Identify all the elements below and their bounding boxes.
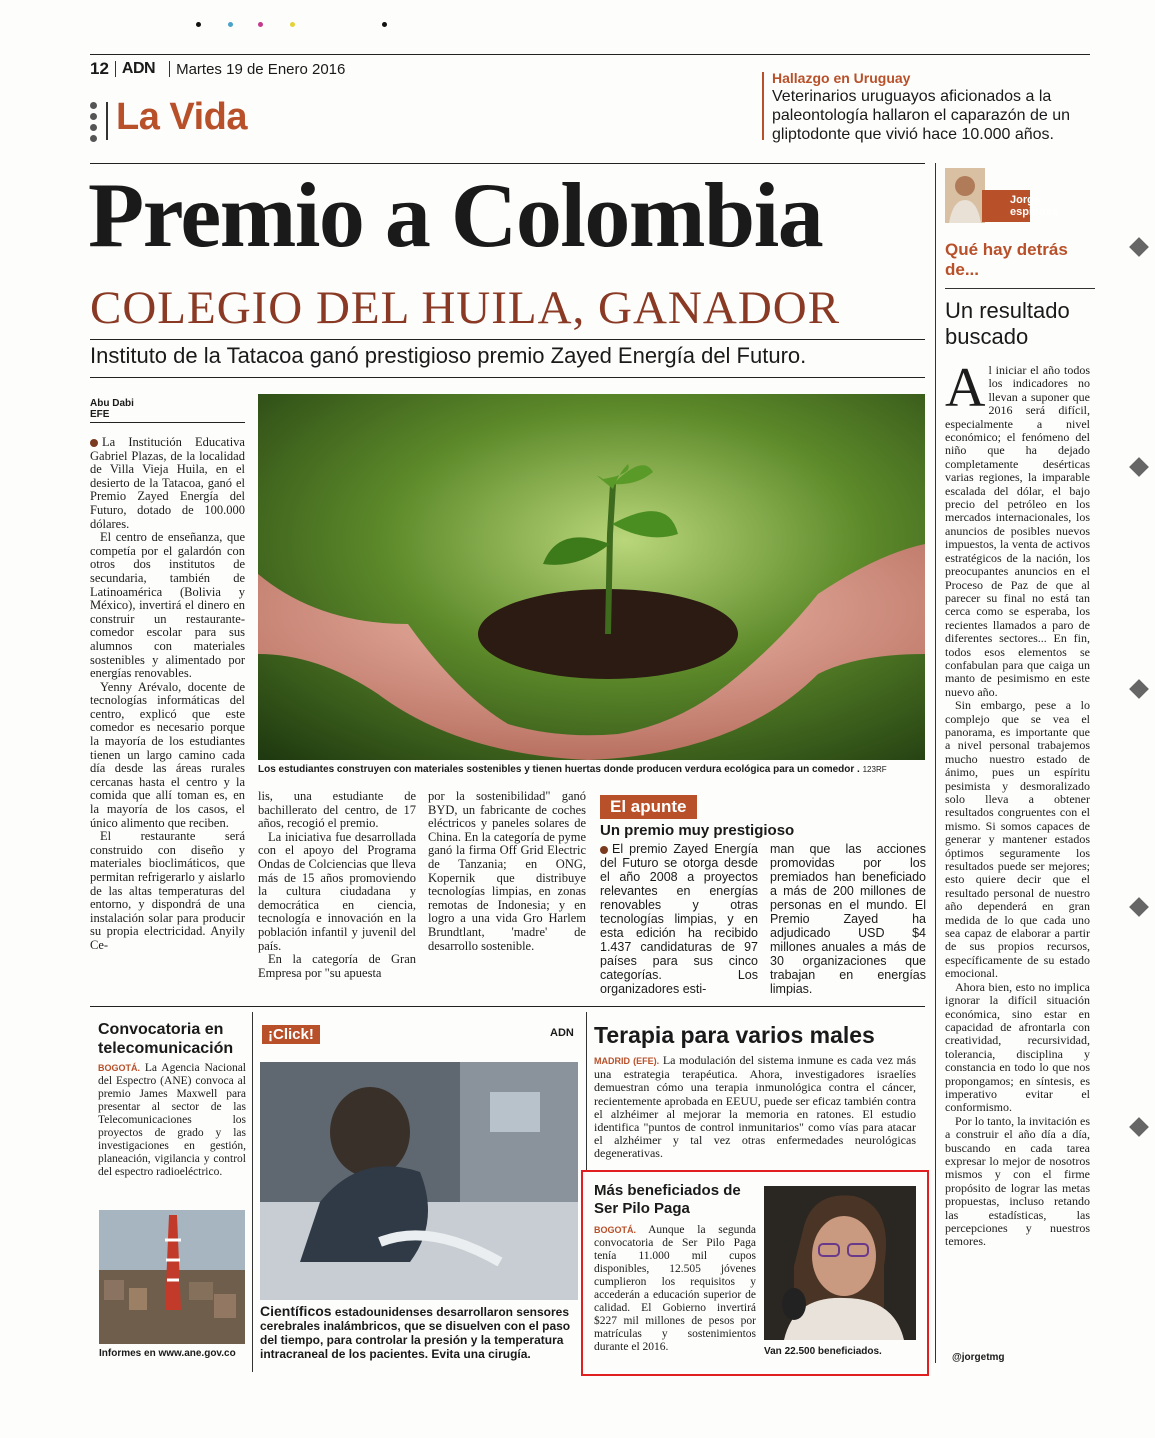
brief-text: Veterinarios uruguayos aficionados a la paleontología hallaron el caparazón de un gliptodonte que vivió hace 10.000 años. bbox=[772, 88, 1071, 143]
pilo-caption: Van 22.500 beneficiados. bbox=[764, 1346, 882, 1357]
dateline bbox=[90, 398, 134, 420]
page-number: 12 bbox=[90, 59, 109, 78]
column-section: Qué hay detrás de... bbox=[945, 240, 1068, 279]
header-top-rule bbox=[90, 54, 1090, 55]
story-column-1: La Institución Educativa Gabriel Plazas, de la localidad de Villa Vieja Huila, en el desierto de la Tatacoa, ganó el Premio Zayed Energía del Futuro, dotado de 100.000 dólares. El centro de enseñanza, que competía por el galardón con otros dos institutos de secundaria, también de Latinoamérica (Bolivia y México), invertirá el dinero en construir un restaurante-comedor escolar para sus alumnos con materiales sostenibles y alimentado por energías renovables. Yenny Arévalo, docente de tecnologías informáticas del centro, explicó que este comedor es necesario porque la mayoría de los estudiantes tienen un largo camino cada día desde las áreas rurales cercanas hasta el centro y la comida que allí toman es, en la mayoría de los casos, el único alimento que reciben. El restaurante será construido con diseño y materiales bioclimáticos, que permitan refrigerarlo y aislarlo de las altas temperaturas del entorno, y dispondrá de una instalación solar para producir su propia electricidad. Anyily Ce- bbox=[90, 435, 245, 952]
convocatoria-title: Convocatoria en telecomunicación bbox=[98, 1021, 234, 1057]
brand-logo: ADN bbox=[121, 60, 156, 77]
photo-caption: Los estudiantes construyen con materiales sostenibles y tienen huertas donde producen verdura ecológica para un comedor . 123RF bbox=[258, 764, 887, 775]
click-lead: Científicos bbox=[260, 1303, 332, 1319]
terapia-title: Terapia para varios males bbox=[594, 1022, 875, 1048]
click-text: Científicos estadounidenses desarrollaron sensores cerebrales inalámbricos, que se disuelven con el paso del tiempo, para controlar la presión y la temperatura intracraneal de los pacientes. Evita una cirugía. bbox=[260, 1303, 571, 1361]
main-subhead: COLEGIO DEL HUILA, GANADOR bbox=[90, 282, 841, 334]
click-photo-hospital bbox=[260, 1062, 578, 1300]
apunte-title: Un premio muy prestigioso bbox=[600, 822, 795, 839]
page-header bbox=[90, 58, 345, 80]
convocatoria-city: BOGOTÁ. bbox=[98, 1063, 140, 1073]
section-dots bbox=[90, 102, 98, 142]
issue-date: Martes 19 de Enero 2016 bbox=[176, 60, 346, 78]
main-deck: Instituto de la Tatacoa ganó prestigioso premio Zayed Energía del Futuro. bbox=[90, 343, 807, 368]
brief-kicker: Hallazgo en Uruguay bbox=[772, 70, 911, 86]
section-title: La Vida bbox=[116, 96, 247, 138]
pilo-city: BOGOTÁ. bbox=[594, 1225, 636, 1235]
convocatoria-text: BOGOTÁ. La Agencia Nacional del Espectro (ANE) convoca al premio James Maxwell para presentar al sector de las Telecomunicaciones los proyectos de grado y las investigaciones en gestión, planeación, vigilancia y control del espectro radioeléctrico. bbox=[98, 1062, 246, 1178]
story-column-3: por la sostenibilidad" ganó BYD, un fabricante de coches eléctricos y paneles solares de China. En la categoría de pyme ganó la firma Off Grid Electric de Tanzania; en ONG, Kopernik que distribuye tecnologías limpias, en zonas remotas de Indonesia; y en logro a una vida Gro Harlem Brundtlant, 'madre' de desarrollo sostenible. bbox=[428, 789, 586, 953]
author-photo bbox=[945, 168, 985, 223]
registration-marks bbox=[196, 22, 396, 30]
pilo-title: Más beneficiados de Ser Pilo Paga bbox=[594, 1182, 741, 1217]
apunte-label: El apunte bbox=[600, 795, 697, 819]
click-brand: ADN bbox=[550, 1027, 574, 1039]
pilo-photo-woman bbox=[764, 1186, 916, 1340]
terapia-city: MADRID (EFE). bbox=[594, 1056, 660, 1066]
bullet-icon bbox=[600, 846, 608, 854]
column-title: Un resultado buscado bbox=[945, 298, 1070, 349]
convocatoria-footer: Informes en www.ane.gov.co bbox=[99, 1348, 236, 1359]
main-photo-seedling-hands bbox=[258, 394, 925, 760]
terapia-text: MADRID (EFE). La modulación del sistema inmune es cada vez más una estrategia terapéutica. Ahora, investigadores israelíes demuestran cómo una terapia inmunológica contra el cáncer, recientemente aprobada en EEUU, puede ser eficaz también contra el alzhéimer al mejorar la memoria en ratones. El estudio identifica "puntos de control inmunitarios" como vías para atacar el alzhéimer y tal vez otras enfermedades neurológicas degenerativas. bbox=[594, 1053, 917, 1161]
bullet-icon bbox=[90, 439, 98, 447]
apunte-column-2: man que las acciones promovidas por los premiados han beneficiado a más de 200 millones de personas en el mundo. El Premio Zayed ha adjudicado USD $4 millones anuales a más de 30 organizaciones que trabajan en energías limpias. bbox=[770, 842, 926, 996]
click-label: ¡Click! bbox=[262, 1025, 320, 1044]
apunte-column-1: El premio Zayed Energía del Futuro se otorga desde el año 2008 a proyectos relevantes en energías renovables y otras tecnologías limpias, y en esta edición ha recibido 1.437 candidaturas de 97 países para sus cinco categorías. Los organizadores esti- bbox=[600, 842, 758, 996]
column-body: A l iniciar el año todos los indicadores no llevan a suponer que 2016 será difícil, especialmente a nivel económico; el fenómeno del niño que ha dejado completamente desérticas varias regiones, la imparable escalada del dólar, el bajo precio del petróleo en los mercados internacionales, los anuncios de posibles nuevos impuestos, la venta de activos estratégicos de la nación, los preocupantes anuncios en el Proceso de Paz de que al parecer su final no está tan cerca como se esperaba, los recientes llamados a paro de diferentes sectores... En fin, todos esos elementos se confabulan para que caiga un manto de pesimismo en este nuevo año. Sin embargo, pese a lo complejo que se vea el panorama, es importante que a nivel personal trabajemos mucho nuestro estado de ánimo, pues un espíritu pesimista y desmoralizado solo lleva a obtener resultados congruentes con el mismo. Si somos capaces de generar y mantener estados óptimos seguramente los resultados puede ser mejores; esto quiere decir que el resultado personal de nuestro año dependerá en gran medida de lo que cada uno sea capaz de elaborar a partir de sus propios recursos, específicamente de su estado emocional. Ahora bien, esto no implica ignorar la difícil situación económica, sino estar en capacidad de afrontarla con creatividad, recursividad, tolerancia, disciplina y constancia en todo lo que nos propongamos; en síntesis, es imperativo evitar el conformismo. Por lo tanto, la invitación es a construir el año día a día, buscando en cada tarea expresar lo mejor de nosotros mismos y con el firme propósito de lograr las metas propuestas, incluso retando las estadísticas, las percepciones y nuestros temores. bbox=[945, 357, 1090, 1249]
main-headline: Premio a Colombia bbox=[88, 164, 823, 266]
dateline-agency: EFE bbox=[90, 409, 110, 420]
convocatoria-photo-antenna-city bbox=[99, 1210, 245, 1344]
column-handle: @jorgetmg bbox=[952, 1352, 1005, 1363]
drop-cap: A bbox=[945, 357, 986, 419]
dateline-city: Abu Dabi bbox=[90, 398, 134, 409]
story-column-2: lis, una estudiante de bachillerato del centro, de 17 años, recogió el premio. La iniciativa fue desarrollada con el apoyo del Programa Ondas de Colciencias que lleva más de 15 años promoviendo la cultura ciudadana y democrática en ciencia, tecnología e innovación en la población infantil y juvenil del país. En la categoría de Gran Empresa por "su apuesta bbox=[258, 789, 416, 980]
photo-credit: 123RF bbox=[862, 765, 887, 774]
author-name: Jorgé espinosa bbox=[1010, 194, 1058, 218]
pilo-text: BOGOTÁ. Aunque la segunda convocatoria de Ser Pilo Paga tenía 11.000 mil cupos disponibles, 12.505 jóvenes cumplieron los requisitos y accederán a educación superior de calidad. El Gobierno invertirá $227 mil millones de pesos por matrículas y sostenimientos durante el 2016. bbox=[594, 1224, 756, 1353]
